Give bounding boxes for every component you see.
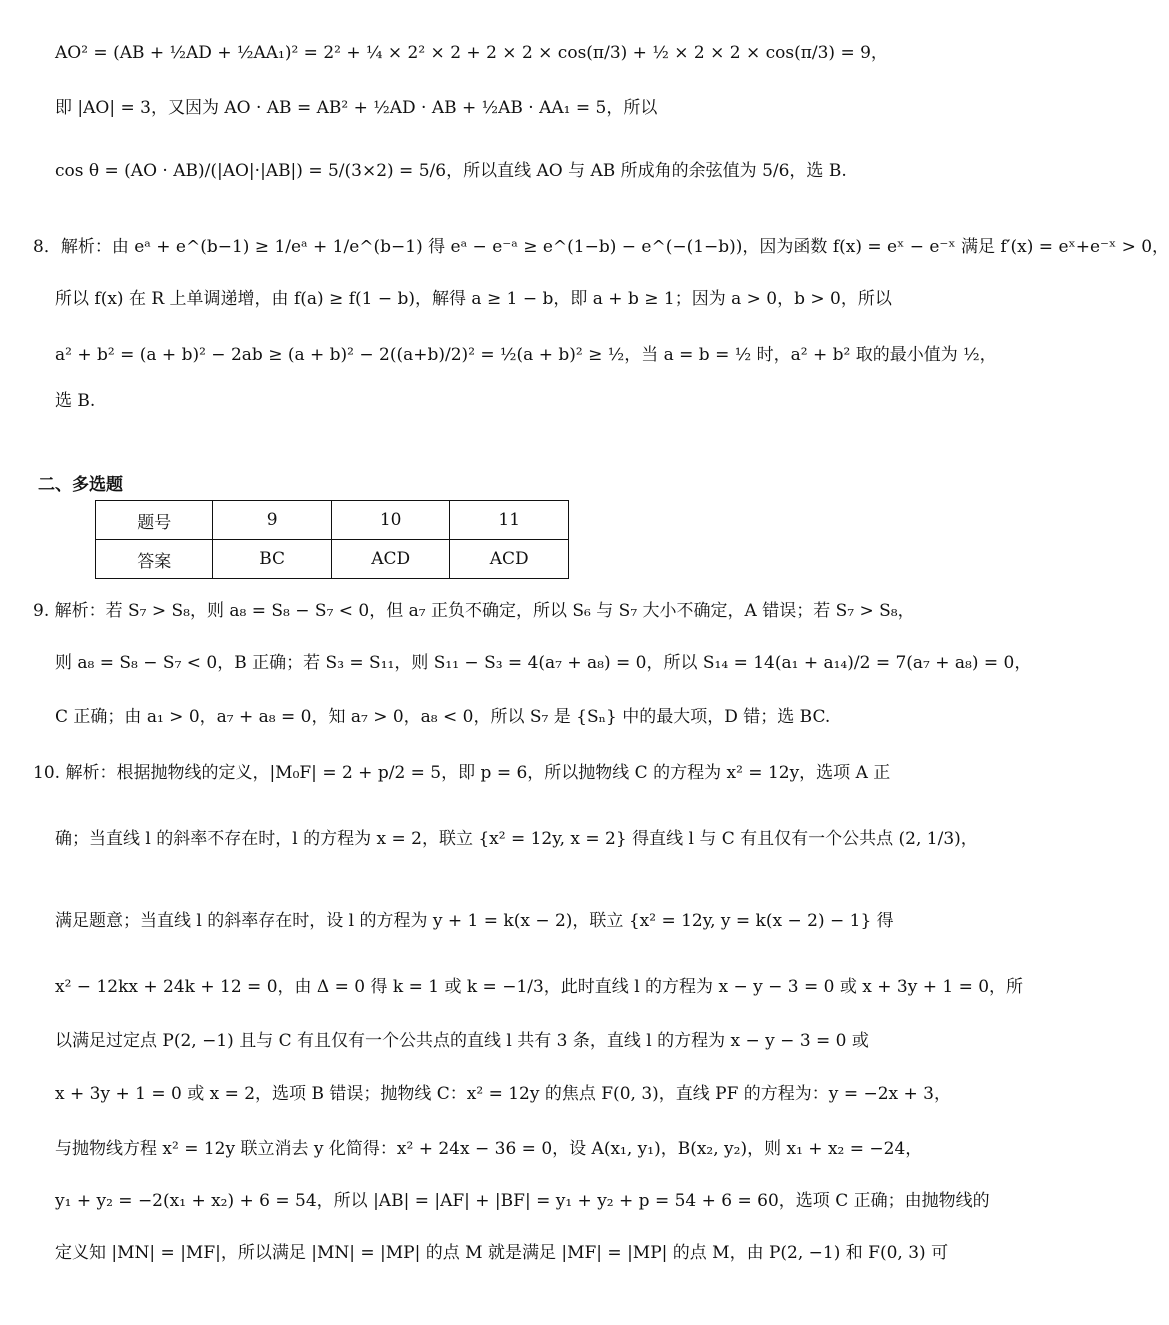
q9-line: C 正确；由 a₁ > 0，a₇ + a₈ = 0，知 a₇ > 0，a₈ < 0，所以 S₇ 是 {Sₙ} 中的最大项，D 错；选 BC. [55, 707, 831, 727]
table-cell: ACD [331, 540, 450, 579]
q10-line: 确；当直线 l 的斜率不存在时，l 的方程为 x = 2，联立 {x² = 12y, x = 2} 得直线 l 与 C 有且仅有一个公共点 (2, 1/3)， [55, 829, 978, 849]
table-cell: 9 [213, 501, 331, 540]
q10-line: y₁ + y₂ = −2(x₁ + x₂) + 6 = 54，所以 |AB| = |AF| + |BF| = y₁ + y₂ + p = 54 + 6 = 60，选项 C 正确；由抛物线的 [55, 1191, 990, 1211]
q10-line: x² − 12kx + 24k + 12 = 0，由 Δ = 0 得 k = 1 或 k = −1/3，此时直线 l 的方程为 x − y − 3 = 0 或 x + 3y + 1 = 0，所 [55, 977, 1024, 997]
q10-line: 定义知 |MN| = |MF|，所以满足 |MN| = |MP| 的点 M 就是满足 |MF| = |MP| 的点 M，由 P(2, −1) 和 F(0, 3) 可 [55, 1243, 949, 1263]
table-cell: 11 [450, 501, 569, 540]
answer-table [95, 500, 569, 579]
table-cell: BC [213, 540, 331, 579]
q10-line: x + 3y + 1 = 0 或 x = 2，选项 B 错误；抛物线 C：x² = 12y 的焦点 F(0, 3)，直线 PF 的方程为：y = −2x + 3， [55, 1084, 951, 1104]
q10-line: 10. 解析：根据抛物线的定义，|M₀F| = 2 + p/2 = 5，即 p = 6，所以抛物线 C 的方程为 x² = 12y，选项 A 正 [33, 763, 891, 783]
q9-line: 则 a₈ = S₈ − S₇ < 0，B 正确；若 S₃ = S₁₁，则 S₁₁ − S₃ = 4(a₇ + a₈) = 0，所以 S₁₄ = 14(a₁ + a₁₄)/2 = 7(a₇ + a₈) = 0， [55, 653, 1032, 673]
table-cell: 答案 [96, 540, 213, 579]
table-cell: 10 [331, 501, 450, 540]
q10-line: 以满足过定点 P(2, −1) 且与 C 有且仅有一个公共点的直线 l 共有 3 条，直线 l 的方程为 x − y − 3 = 0 或 [55, 1031, 869, 1051]
text-line: cos θ = (AO · AB)/(|AO|·|AB|) = 5/(3×2) = 5/6，所以直线 AO 与 AB 所成角的余弦值为 5/6，选 B. [55, 161, 847, 181]
table-cell: ACD [450, 540, 569, 579]
q10-line: 满足题意；当直线 l 的斜率存在时，设 l 的方程为 y + 1 = k(x − 2)，联立 {x² = 12y, y = k(x − 2) − 1} 得 [55, 911, 894, 931]
table-row [96, 540, 569, 579]
q8-line: a² + b² = (a + b)² − 2ab ≥ (a + b)² − 2((a+b)/2)² = ½(a + b)² ≥ ½，当 a = b = ½ 时，a² + b² 取的最小值为 ½， [55, 345, 997, 365]
q8-line: 8．解析：由 eᵃ + e^(b−1) ≥ 1/eᵃ + 1/e^(b−1) 得 eᵃ − e⁻ᵃ ≥ e^(1−b) − e^(−(1−b))，因为函数 f(x) = eˣ − e⁻ˣ 满足 f′(x) = eˣ+e⁻ˣ > 0， [33, 237, 1169, 257]
q8-line: 所以 f(x) 在 R 上单调递增，由 f(a) ≥ f(1 − b)，解得 a ≥ 1 − b，即 a + b ≥ 1；因为 a > 0，b > 0，所以 [55, 289, 892, 309]
table-header-row [96, 501, 569, 540]
q10-line: 与抛物线方程 x² = 12y 联立消去 y 化简得：x² + 24x − 36 = 0，设 A(x₁, y₁)，B(x₂, y₂)，则 x₁ + x₂ = −24， [55, 1139, 923, 1159]
section-title: 二、多选题 [38, 475, 123, 495]
text-line: 即 |AO| = 3，又因为 AO · AB = AB² + ½AD · AB + ½AB · AA₁ = 5，所以 [55, 98, 658, 118]
q8-line: 选 B. [55, 391, 96, 411]
text-line: AO² = (AB + ½AD + ½AA₁)² = 2² + ¼ × 2² × 2 + 2 × 2 × cos(π/3) + ½ × 2 × 2 × cos(π/3) = 9， [55, 43, 888, 63]
q9-line: 9. 解析：若 S₇ > S₈，则 a₈ = S₈ − S₇ < 0，但 a₇ 正负不确定，所以 S₆ 与 S₇ 大小不确定，A 错误；若 S₇ > S₈， [33, 601, 915, 621]
table-cell: 题号 [96, 501, 213, 540]
